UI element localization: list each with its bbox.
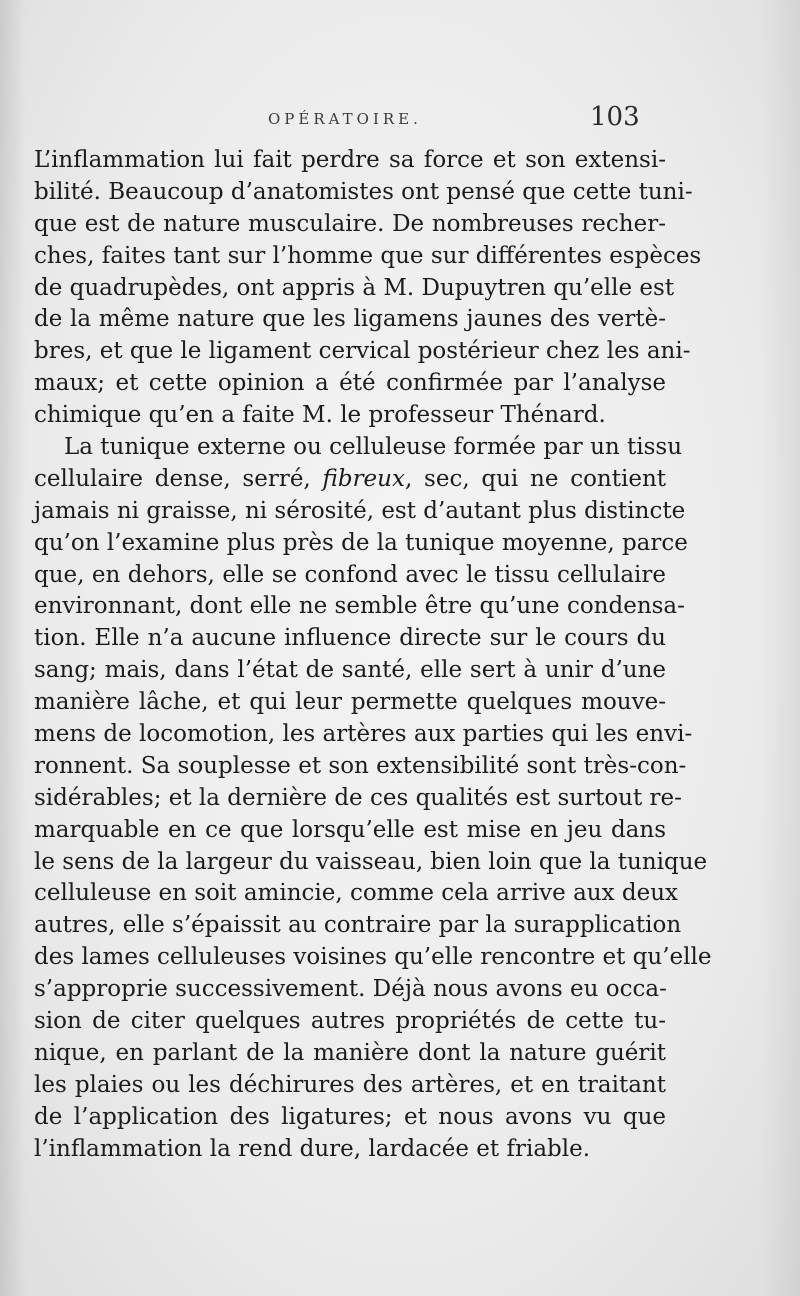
text-line: l’inflammation la rend dure, lardacée et friable.: [34, 1135, 591, 1162]
text-line: des lames celluleuses voisines qu’elle rencontre et qu’elle: [34, 944, 712, 971]
text-line: mens de locomotion, les artères aux parties qui les envi-: [34, 721, 693, 748]
body-text: [34, 145, 712, 1166]
page-number: 103: [590, 102, 640, 132]
text-line: celluleuse en soit amincie, comme cela arrive aux deux: [34, 880, 679, 907]
text-line: de quadrupèdes, ont appris à M. Dupuytren qu’elle est: [34, 274, 675, 301]
running-head: [0, 102, 800, 136]
edge-shadow: [760, 0, 800, 1296]
text-line: bres, et que le ligament cervical postérieur chez les ani-: [34, 338, 691, 365]
text-line: L’inflammation lui fait perdre sa force et son extensi-: [34, 147, 666, 173]
text-line: que, en dehors, elle se confond avec le tissu cellulaire: [34, 561, 666, 588]
text-line: manière lâche, et qui leur permette quelques mouve-: [34, 689, 666, 716]
text-line: sion de citer quelques autres propriétés de cette tu-: [34, 1008, 666, 1035]
gutter-shadow: [0, 0, 26, 1296]
paragraph-first-line: La tunique externe ou celluleuse formée par un tissu: [64, 434, 683, 461]
text-line: bilité. Beaucoup d’anatomistes ont pensé que cette tuni-: [34, 178, 693, 205]
text-line: environnant, dont elle ne semble être qu’une condensa-: [34, 593, 685, 620]
text-line: de l’application des ligatures; et nous avons vu que: [34, 1103, 666, 1130]
text-segment: cellulaire dense, serré,: [34, 465, 323, 492]
text-line: qu’on l’examine plus près de la tunique moyenne, parce: [34, 529, 688, 556]
text-line: nique, en parlant de la manière dont la nature guérit: [34, 1039, 666, 1066]
running-title: OPÉRATOIRE.: [268, 110, 422, 128]
text-line: ronnent. Sa souplesse et son extensibilité sont très-con-: [34, 752, 687, 779]
text-line: chimique qu’en a faite M. le professeur Thénard.: [34, 402, 606, 429]
text-line: ches, faites tant sur l’homme que sur différentes espèces: [34, 242, 702, 269]
text-line: que est de nature musculaire. De nombreuses recher-: [34, 210, 666, 237]
text-line: le sens de la largeur du vaisseau, bien loin que la tunique: [34, 848, 708, 875]
text-line: tion. Elle n’a aucune influence directe sur le cours du: [34, 625, 666, 652]
text-line: sang; mais, dans l’état de santé, elle sert à unir d’une: [34, 657, 666, 684]
text-line: de la même nature que les ligamens jaunes des vertè-: [34, 306, 666, 333]
text-line: maux; et cette opinion a été confirmée par l’analyse: [34, 370, 666, 397]
italic-word: fibreux: [322, 465, 405, 492]
text-line: les plaies ou les déchirures des artères, et en traitant: [34, 1071, 666, 1098]
text-line: autres, elle s’épaissit au contraire par la surapplication: [34, 912, 682, 939]
text-line: s’approprie successivement. Déjà nous avons eu occa-: [34, 976, 667, 1003]
text-line-with-italic: [34, 464, 666, 496]
text-line: jamais ni graisse, ni sérosité, est d’autant plus distincte: [34, 497, 686, 524]
text-line: sidérables; et la dernière de ces qualités est surtout re-: [34, 784, 682, 811]
text-segment: , sec, qui ne contient: [404, 465, 666, 492]
text-line: marquable en ce que lorsqu’elle est mise en jeu dans: [34, 816, 666, 843]
